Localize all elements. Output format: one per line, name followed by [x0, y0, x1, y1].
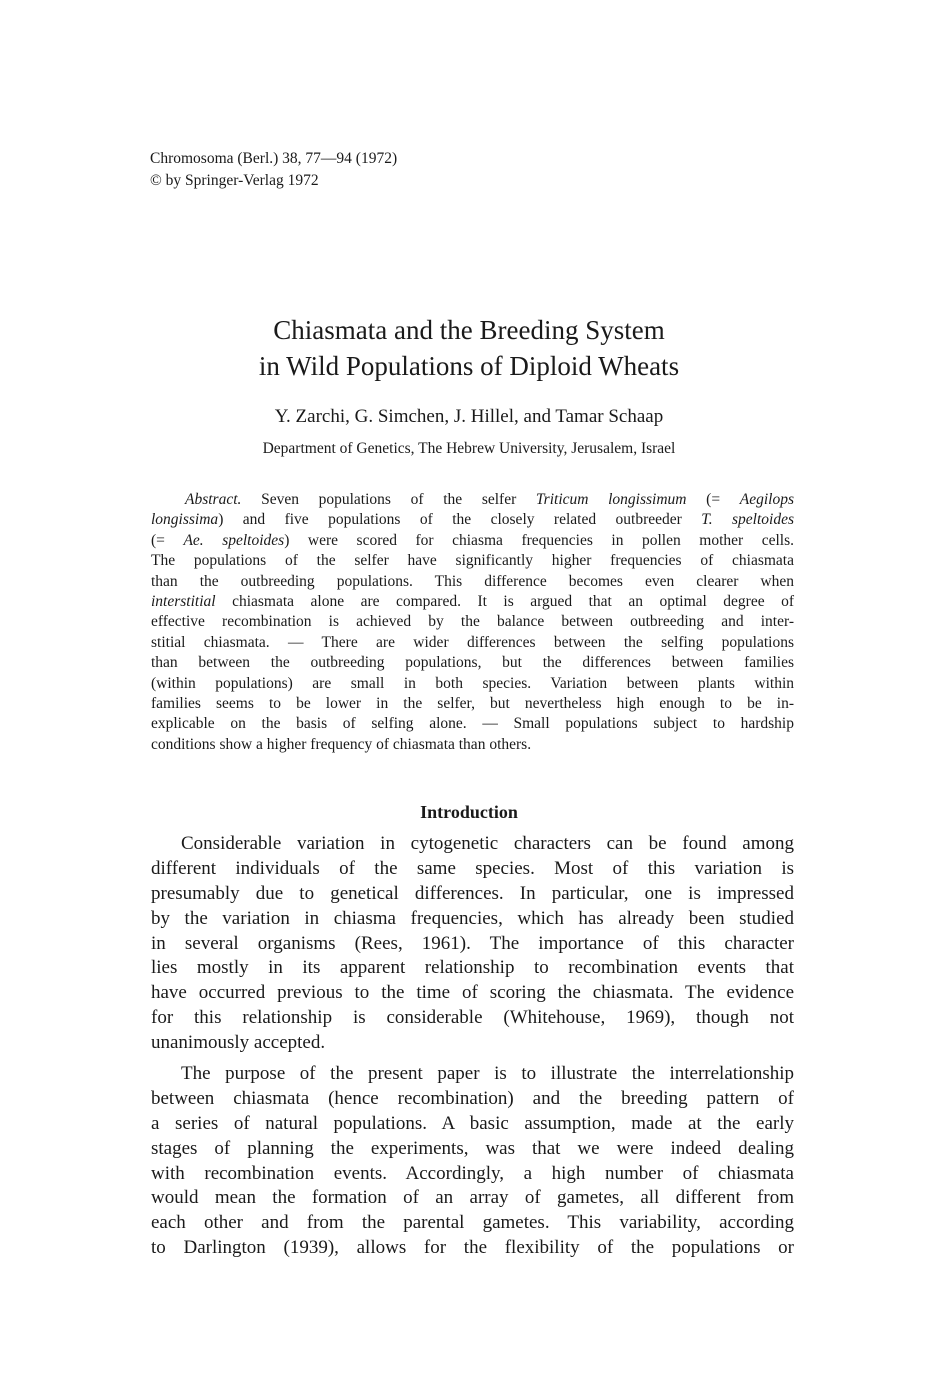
- paragraph-line: stages of planning the experiments, was that we were indeed dealing: [151, 1137, 794, 1159]
- abstract-line: longissima) and five populations of the closely related outbreeder T. speltoides: [151, 511, 795, 529]
- paragraph-line: would mean the formation of an array of gametes, all different from: [151, 1187, 794, 1209]
- intro-paragraph-1: [151, 832, 794, 1056]
- paper-title: [0, 312, 938, 384]
- paragraph-line: with recombination events. Accordingly, a high number of chiasmata: [151, 1162, 794, 1184]
- paragraph-line: unanimously accepted.: [151, 1032, 326, 1054]
- paragraph-line: each other and from the parental gametes. This variability, according: [151, 1212, 794, 1234]
- abstract-line: (= Ae. speltoides) were scored for chiasma frequencies in pollen mother cells.: [151, 531, 794, 549]
- paragraph-line: for this relationship is considerable (Whitehouse, 1969), though not: [151, 1007, 794, 1029]
- abstract-line: The populations of the selfer have significantly higher frequencies of chiasmata: [151, 552, 794, 570]
- title-line-2: in Wild Populations of Diploid Wheats: [258, 351, 680, 381]
- abstract-line: (within populations) are small in both species. Variation between plants within: [151, 674, 794, 692]
- abstract: [151, 490, 794, 755]
- paragraph-line: in several organisms (Rees, 1961). The importance of this character: [151, 932, 794, 954]
- abstract-line: stitial chiasmata. — There are wider differences between the selfing populations: [151, 633, 794, 651]
- paragraph-line: to Darlington (1939), allows for the flexibility of the populations or: [151, 1237, 794, 1259]
- paragraph-line: presumably due to genetical differences. In particular, one is impressed: [151, 882, 794, 904]
- abstract-line: than between the outbreeding populations, but the differences between families: [151, 654, 794, 672]
- journal-citation: Chromosoma (Berl.) 38, 77—94 (1972): [150, 150, 398, 167]
- abstract-line: conditions show a higher frequency of chiasmata than others.: [151, 735, 532, 753]
- paragraph-line: a series of natural populations. A basic assumption, made at the early: [151, 1112, 794, 1134]
- abstract-line: Abstract. Seven populations of the selfer Triticum longissimum (= Aegilops: [185, 491, 794, 508]
- paragraph-line: The purpose of the present paper is to illustrate the interrelationship: [181, 1063, 794, 1084]
- paragraph-line: lies mostly in its apparent relationship to recombination events that: [151, 957, 794, 979]
- paragraph-line: different individuals of the same species. Most of this variation is: [151, 857, 794, 879]
- abstract-line: explicable on the basis of selfing alone. — Small populations subject to hardship: [151, 715, 794, 733]
- abstract-line: families seems to be lower in the selfer, but nevertheless high enough to be in-: [151, 694, 794, 712]
- journal-header: [150, 148, 397, 192]
- copyright-line: © by Springer-Verlag 1972: [150, 172, 319, 189]
- paragraph-line: by the variation in chiasma frequencies, which has already been studied: [151, 907, 794, 929]
- abstract-line: than the outbreeding populations. This difference becomes even clearer when: [151, 572, 794, 590]
- abstract-line: interstitial chiasmata alone are compared. It is argued that an optimal degree of: [151, 592, 794, 610]
- paragraph-line: have occurred previous to the time of scoring the chiasmata. The evidence: [151, 982, 794, 1004]
- title-line-1: Chiasmata and the Breeding System: [273, 315, 665, 345]
- abstract-label: Abstract.: [185, 491, 242, 508]
- affiliation: Department of Genetics, The Hebrew University, Jerusalem, Israel: [262, 440, 676, 457]
- intro-paragraph-2: [151, 1062, 794, 1261]
- author-list: Y. Zarchi, G. Simchen, J. Hillel, and Tamar Schaap: [274, 406, 664, 427]
- abstract-line: effective recombination is achieved by the balance between outbreeding and inter-: [151, 613, 794, 631]
- paragraph-line: Considerable variation in cytogenetic characters can be found among: [181, 833, 794, 854]
- paragraph-line: between chiasmata (hence recombination) and the breeding pattern of: [151, 1087, 794, 1109]
- section-heading-introduction: Introduction: [420, 802, 518, 822]
